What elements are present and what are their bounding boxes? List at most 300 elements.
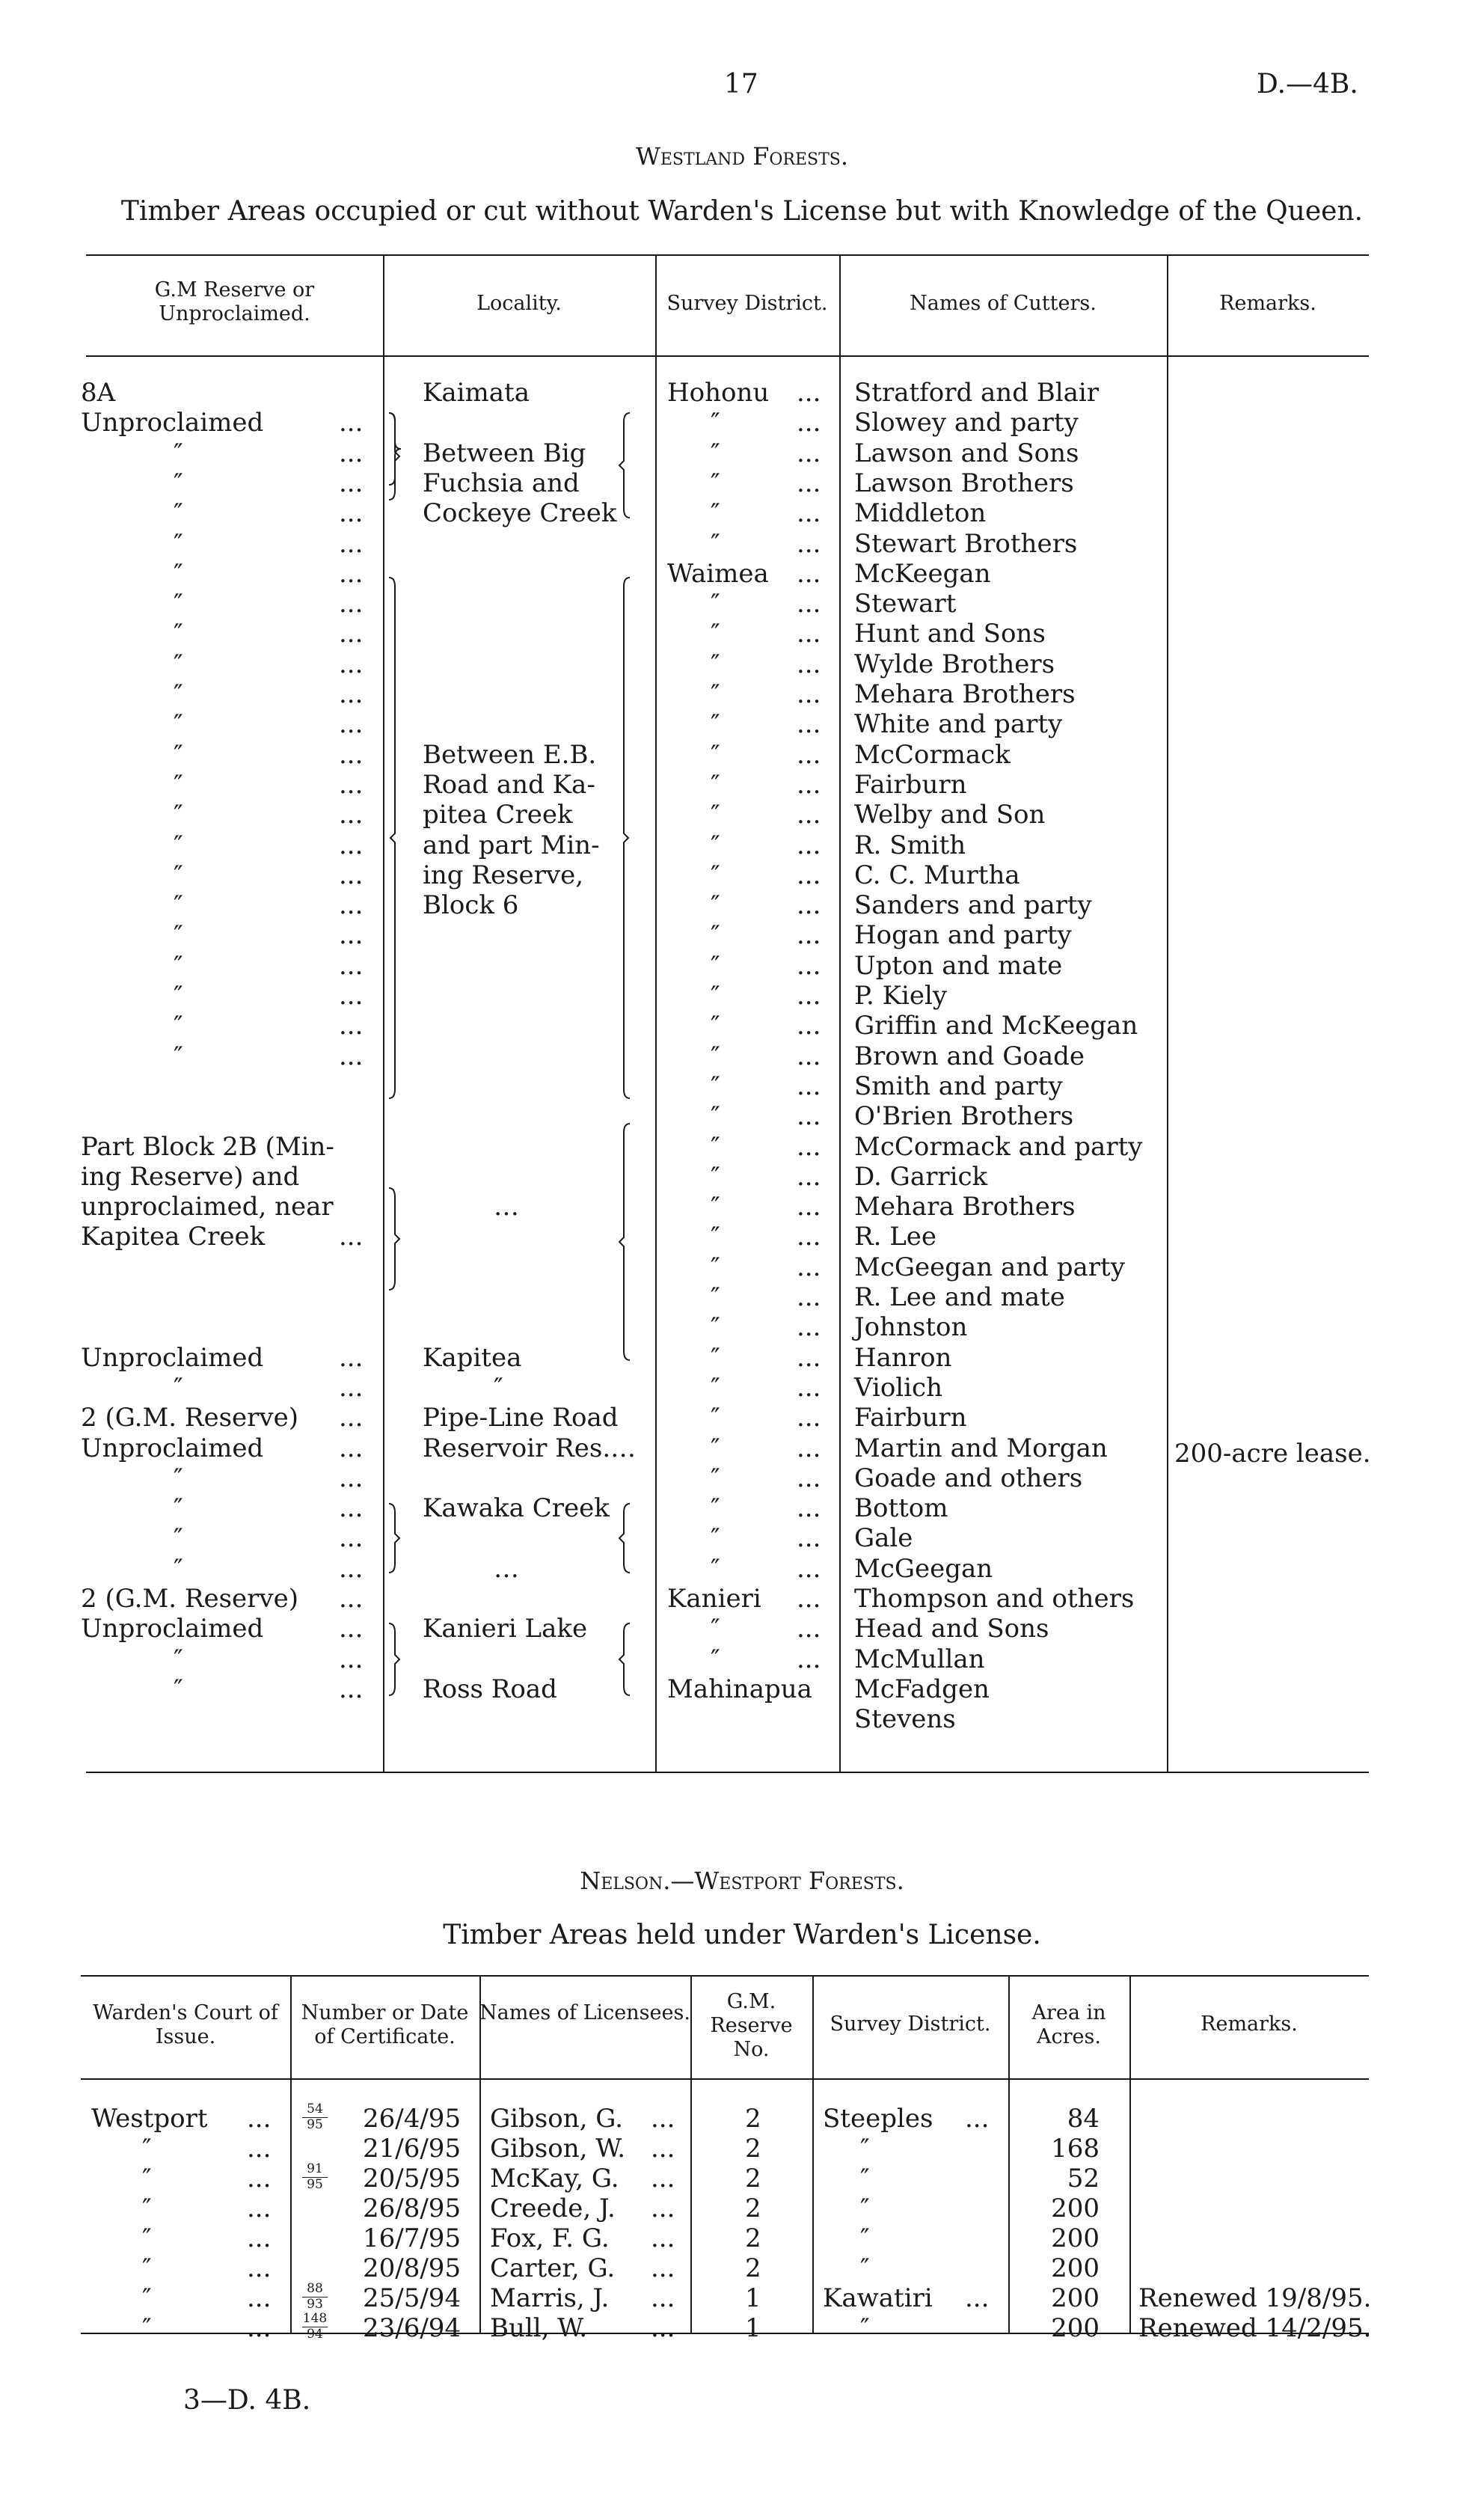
reserve-ditto: ″ [174, 800, 183, 830]
leader-dots: ... [339, 438, 364, 468]
nelson-subtitle: Timber Areas held under Warden's License. [443, 1920, 1041, 1950]
leader-dots: ... [339, 468, 364, 498]
leader-dots: ... [339, 619, 364, 649]
reserve-ditto: ″ [174, 679, 183, 709]
cert-fraction-den: 93 [302, 2297, 328, 2311]
locality-value: Pipe-Line Road [423, 1403, 619, 1433]
leader-dots: ... [339, 830, 364, 860]
leader-dots: ... [339, 408, 364, 438]
leader-dots: ... [797, 1282, 821, 1312]
nelson-header-court: Warden's Court of Issue. [93, 2001, 278, 2048]
cutter-name: P. Kiely [854, 981, 948, 1011]
reserve-ditto: ″ [174, 709, 183, 740]
leader-dots: ... [339, 739, 364, 770]
reserve-value: ing Reserve) and [81, 1161, 300, 1192]
area-acres: 84 [1067, 2104, 1100, 2134]
leader-dots: ... [797, 709, 821, 740]
court-ditto: ″ [142, 2164, 152, 2194]
cutter-name: Stevens [854, 1704, 956, 1735]
licensee-name: Creede, J. [490, 2194, 616, 2223]
leader-dots: ... [651, 2313, 675, 2343]
leader-dots: ... [339, 679, 364, 709]
cert-date: 26/4/95 [363, 2104, 462, 2134]
leader-dots: ... [797, 1372, 821, 1403]
cutter-name: Smith and party [854, 1071, 1063, 1101]
court-ditto: ″ [142, 2134, 152, 2164]
reserve-ditto: ″ [174, 1493, 183, 1524]
leader-dots: ... [797, 408, 821, 438]
cutter-name: Violich [854, 1372, 942, 1403]
district-value: Waimea [667, 558, 769, 589]
district-ditto: ″ [860, 2253, 870, 2283]
reserve-ditto: ″ [174, 981, 183, 1011]
cutter-name: Mehara Brothers [854, 679, 1076, 709]
leader-dots: ... [797, 1403, 821, 1433]
locality-value: Kanieri Lake [423, 1614, 588, 1644]
district-ditto: ″ [860, 2223, 870, 2253]
nelson-title: Nelson.—Westport Forests. [580, 1867, 904, 1895]
leader-dots: ... [651, 2164, 675, 2194]
leader-dots: ... [797, 1192, 821, 1222]
leader-dots: ... [339, 890, 364, 921]
leader-dots: ... [247, 2253, 272, 2283]
cutter-name: Griffin and McKeegan [854, 1011, 1138, 1041]
locality-value: Cockeye Creek [423, 498, 617, 529]
area-acres: 200 [1051, 2283, 1100, 2313]
reserve-number: 2 [745, 2104, 761, 2134]
westland-subtitle: Timber Areas occupied or cut without Warden's License but with Knowledge of the Queen. [120, 196, 1364, 227]
cutter-name: Bottom [854, 1493, 948, 1524]
reserve-ditto: ″ [174, 890, 183, 921]
leader-dots: ... [339, 920, 364, 951]
nelson-col-divider [479, 1975, 481, 2333]
leader-dots: ... [797, 1312, 821, 1343]
district-ditto: ″ [711, 1493, 720, 1524]
cutter-name: McFadgen [854, 1674, 990, 1704]
district-ditto: ″ [711, 890, 720, 921]
cert-fraction-den: 95 [302, 2117, 328, 2131]
leader-dots: ... [339, 1222, 364, 1252]
leader-dots: ... [651, 2134, 675, 2164]
cutter-name: R. Lee and mate [854, 1282, 1065, 1312]
district-ditto: ″ [711, 1372, 720, 1403]
leader-dots: ... [651, 2283, 675, 2313]
reserve-ditto: ″ [174, 769, 183, 800]
reserve-number: 1 [745, 2283, 761, 2313]
cutter-name: Lawson and Sons [854, 438, 1079, 468]
cert-fraction-num: 148 [302, 2311, 328, 2326]
leader-dots: ... [797, 1493, 821, 1524]
district-ditto: ″ [711, 1222, 720, 1252]
leader-dots: ... [339, 1584, 364, 1614]
leader-dots: ... [339, 981, 364, 1011]
leader-dots: ... [797, 1161, 821, 1192]
cutter-name: Hanron [854, 1342, 952, 1373]
locality-value: Between Big [423, 438, 586, 468]
district-ditto: ″ [711, 1041, 720, 1071]
district-ditto: ″ [711, 1161, 720, 1192]
leader-dots: ... [797, 589, 821, 619]
district-value: Mahinapua [667, 1674, 812, 1704]
leader-dots: ... [339, 1011, 364, 1041]
leader-dots: ... [339, 1674, 364, 1704]
district-ditto: ″ [711, 528, 720, 559]
leader-dots: ... [339, 649, 364, 679]
cert-date: 25/5/94 [363, 2283, 462, 2313]
locality-value: Ross Road [423, 1674, 557, 1704]
cutter-name: McKeegan [854, 558, 991, 589]
area-acres: 200 [1051, 2313, 1100, 2343]
district-ditto: ″ [711, 830, 720, 860]
locality-value: Road and Ka- [423, 769, 595, 800]
leader-dots: ... [339, 1041, 364, 1071]
cutter-name: R. Smith [854, 830, 966, 860]
district-ditto: ″ [860, 2164, 870, 2194]
leader-dots: ... [339, 498, 364, 529]
leader-dots: ... [797, 920, 821, 951]
cert-fraction-num: 88 [307, 2281, 323, 2296]
leader-dots: ... [797, 1222, 821, 1252]
cert-fraction-den: 95 [302, 2177, 328, 2191]
westland-remark: 200-acre lease. [1174, 1439, 1371, 1469]
reserve-ditto: ″ [174, 1644, 183, 1674]
cutter-name: Welby and Son [854, 800, 1046, 830]
district-ditto: ″ [711, 408, 720, 438]
district-ditto: ″ [711, 981, 720, 1011]
district-ditto: ″ [711, 1614, 720, 1644]
court-name: Westport [91, 2104, 208, 2134]
leader-dots: ... [339, 1342, 364, 1373]
leader-dots: ... [797, 1011, 821, 1041]
nelson-header-cert: Number or Date of Certificate. [301, 2001, 469, 2048]
leader-dots: ... [797, 679, 821, 709]
reserve-ditto: ″ [174, 468, 183, 498]
district-ditto: ″ [711, 860, 720, 890]
reserve-ditto: ″ [174, 619, 183, 649]
court-ditto: ″ [142, 2194, 152, 2223]
nelson-header-rule [81, 2078, 1369, 2080]
leader-dots: ... [247, 2104, 272, 2134]
reserve-value: 2 (G.M. Reserve) [81, 1403, 299, 1433]
cert-date: 26/8/95 [363, 2194, 462, 2223]
cutter-name: Stratford and Blair [854, 378, 1100, 408]
leader-dots: ... [797, 378, 821, 408]
district-ditto: ″ [711, 468, 720, 498]
district-ditto: ″ [711, 1433, 720, 1463]
locality-value: and part Min- [423, 830, 600, 860]
cutter-name: Mehara Brothers [854, 1192, 1076, 1222]
cert-fraction-num: 54 [307, 2101, 323, 2116]
locality-value: Fuchsia and [423, 468, 580, 498]
reserve-ditto: ″ [174, 860, 183, 890]
leader-dots: ... [339, 1433, 364, 1463]
locality-value: Kawaka Creek [423, 1493, 610, 1524]
cert-date: 20/8/95 [363, 2253, 462, 2283]
leader-dots: ... [339, 558, 364, 589]
reserve-ditto: ″ [174, 558, 183, 589]
reserve-number: 2 [745, 2223, 761, 2253]
licensee-name: Carter, G. [490, 2253, 616, 2283]
cutter-name: Slowey and party [854, 408, 1079, 438]
district-ditto: ″ [711, 438, 720, 468]
cutter-name: Head and Sons [854, 1614, 1049, 1644]
leader-dots: ... [797, 1101, 821, 1132]
leader-dots: ... [797, 1131, 821, 1162]
district-ditto: ″ [711, 498, 720, 529]
cutter-name: O'Brien Brothers [854, 1101, 1074, 1132]
cutter-name: Johnston [854, 1312, 968, 1343]
reserve-number: 2 [745, 2194, 761, 2223]
district-ditto: ″ [711, 1523, 720, 1554]
leader-dots: ... [797, 1614, 821, 1644]
district-ditto: ″ [711, 1071, 720, 1101]
court-ditto: ″ [142, 2223, 152, 2253]
leader-dots: ... [339, 1523, 364, 1554]
reserve-ditto: ″ [174, 1553, 183, 1584]
reserve-ditto: ″ [174, 498, 183, 529]
reserve-ditto: ″ [174, 1674, 183, 1704]
leader-dots: ... [339, 1463, 364, 1493]
leader-dots: ... [797, 800, 821, 830]
cutter-name: McGeegan [854, 1553, 993, 1584]
leader-dots: ... [797, 619, 821, 649]
district-ditto: ″ [711, 1101, 720, 1132]
area-acres: 52 [1067, 2164, 1100, 2194]
locality-ditto: … [494, 1192, 519, 1222]
cutter-name: Upton and mate [854, 950, 1063, 981]
reserve-ditto: ″ [174, 950, 183, 981]
district-ditto: ″ [711, 950, 720, 981]
district-ditto: ″ [711, 800, 720, 830]
renewal-remark: Renewed 14/2/95. [1138, 2313, 1372, 2343]
leader-dots: ... [797, 558, 821, 589]
nelson-header-remarks: Remarks. [1201, 2012, 1298, 2036]
district-ditto: ″ [711, 1463, 720, 1493]
reserve-ditto: ″ [174, 830, 183, 860]
reserve-ditto: ″ [174, 649, 183, 679]
renewal-remark: Renewed 19/8/95. [1138, 2283, 1372, 2313]
leader-dots: ... [797, 1071, 821, 1101]
leader-dots: ... [797, 528, 821, 559]
leader-dots: ... [339, 860, 364, 890]
district-ditto: ″ [860, 2134, 870, 2164]
district-ditto: ″ [711, 679, 720, 709]
leader-dots: ... [651, 2194, 675, 2223]
cutter-name: Fairburn [854, 769, 967, 800]
reserve-number: 2 [745, 2253, 761, 2283]
leader-dots: ... [797, 1644, 821, 1674]
leader-dots: ... [339, 528, 364, 559]
leader-dots: ... [797, 1584, 821, 1614]
leader-dots: ... [797, 438, 821, 468]
locality-value: Kaimata [423, 378, 530, 408]
cutter-name: McMullan [854, 1644, 985, 1674]
leader-dots: ... [797, 739, 821, 770]
reserve-value: Part Block 2B (Min- [81, 1131, 334, 1162]
cutter-name: Gale [854, 1523, 913, 1554]
reserve-ditto: ″ [174, 438, 183, 468]
district-ditto: ″ [711, 920, 720, 951]
cert-fraction-den: 94 [302, 2327, 328, 2341]
cert-date: 16/7/95 [363, 2223, 462, 2253]
district-ditto: ″ [860, 2194, 870, 2223]
reserve-ditto: ″ [174, 920, 183, 951]
leader-dots: ... [339, 769, 364, 800]
cutter-name: McCormack and party [854, 1131, 1143, 1162]
leader-dots: ... [339, 1614, 364, 1644]
leader-dots: ... [797, 468, 821, 498]
leader-dots: ... [339, 1372, 364, 1403]
district-ditto: ″ [711, 649, 720, 679]
leader-dots: ... [797, 1342, 821, 1373]
reserve-number: 2 [745, 2164, 761, 2194]
district-ditto: ″ [711, 1644, 720, 1674]
westland-header-locality: Locality. [476, 292, 562, 315]
leader-dots: ... [797, 1433, 821, 1463]
area-acres: 200 [1051, 2223, 1100, 2253]
leader-dots: ... [797, 1463, 821, 1493]
reserve-ditto: ″ [174, 1372, 183, 1403]
reserve-ditto: ″ [174, 1041, 183, 1071]
locality-value: Reservoir Res.… [423, 1433, 637, 1463]
cutter-name: Stewart [854, 589, 957, 619]
cutter-name: Martin and Morgan [854, 1433, 1108, 1463]
district-value: Steeples [823, 2104, 933, 2134]
leader-dots: ... [965, 2283, 990, 2313]
reserve-value: Unproclaimed [81, 1433, 264, 1463]
reserve-value: Kapitea Creek [81, 1222, 266, 1252]
cert-date: 23/6/94 [363, 2313, 462, 2343]
westland-header-remarks: Remarks. [1219, 292, 1316, 315]
area-acres: 168 [1051, 2134, 1100, 2164]
district-ditto: ″ [860, 2313, 870, 2343]
cutter-name: D. Garrick [854, 1161, 988, 1192]
reserve-ditto: ″ [174, 528, 183, 559]
locality-ditto: … [494, 1553, 519, 1584]
leader-dots: ... [339, 1644, 364, 1674]
district-ditto: ″ [711, 709, 720, 740]
leader-dots: ... [339, 589, 364, 619]
cutter-name: Thompson and others [854, 1584, 1135, 1614]
cutter-name: McGeegan and party [854, 1252, 1125, 1282]
area-acres: 200 [1051, 2194, 1100, 2223]
district-ditto: ″ [711, 589, 720, 619]
cutter-name: Wylde Brothers [854, 649, 1055, 679]
locality-ditto: ″ [494, 1372, 503, 1403]
leader-dots: ... [247, 2313, 272, 2343]
district-ditto: ″ [711, 1553, 720, 1584]
westland-header-reserve: G.M Reserve or Unproclaimed. [154, 278, 315, 325]
leader-dots: ... [651, 2223, 675, 2253]
leader-dots: ... [651, 2104, 675, 2134]
cutter-name: Hunt and Sons [854, 619, 1046, 649]
reserve-ditto: ″ [174, 1011, 183, 1041]
leader-dots: ... [797, 981, 821, 1011]
westland-header-cutters: Names of Cutters. [910, 292, 1097, 315]
nelson-header-licensees: Names of Licensees. [479, 2001, 690, 2024]
cutter-name: Hogan and party [854, 920, 1072, 951]
leader-dots: ... [797, 1553, 821, 1584]
leader-dots: ... [339, 709, 364, 740]
leader-dots: ... [797, 769, 821, 800]
leader-dots: ... [651, 2253, 675, 2283]
reserve-value: unproclaimed, near [81, 1192, 334, 1222]
leader-dots: ... [247, 2134, 272, 2164]
page-footer: 3—D. 4B. [183, 2385, 311, 2416]
leader-dots: ... [247, 2194, 272, 2223]
cutter-name: Sanders and party [854, 890, 1092, 921]
leader-dots: ... [339, 800, 364, 830]
district-ditto: ″ [711, 1403, 720, 1433]
licensee-name: McKay, G. [490, 2164, 619, 2194]
leader-dots: ... [797, 1252, 821, 1282]
leader-dots: ... [339, 1493, 364, 1524]
cutter-name: White and party [854, 709, 1063, 740]
nelson-header-district: Survey District. [830, 2012, 991, 2036]
leader-dots: ... [247, 2283, 272, 2313]
district-ditto: ″ [711, 1342, 720, 1373]
cert-date: 20/5/95 [363, 2164, 462, 2194]
cert-fraction-num: 91 [307, 2161, 323, 2176]
leader-dots: ... [797, 830, 821, 860]
area-acres: 200 [1051, 2253, 1100, 2283]
reserve-value: Unproclaimed [81, 408, 264, 438]
district-ditto: ″ [711, 619, 720, 649]
reserve-ditto: ″ [174, 1523, 183, 1554]
reserve-value: 2 (G.M. Reserve) [81, 1584, 299, 1614]
leader-dots: ... [339, 1553, 364, 1584]
cutter-name: Brown and Goade [854, 1041, 1085, 1071]
licensee-name: Gibson, W. [490, 2134, 626, 2164]
district-value: Hohonu [667, 378, 770, 408]
locality-value: ing Reserve, [423, 860, 584, 890]
district-value: Kawatiri [823, 2283, 933, 2313]
cutter-name: Fairburn [854, 1403, 967, 1433]
cutter-name: R. Lee [854, 1222, 937, 1252]
leader-dots: ... [797, 860, 821, 890]
licensee-name: Bull, W. [490, 2313, 588, 2343]
reserve-number: 2 [745, 2134, 761, 2164]
leader-dots: ... [965, 2104, 990, 2134]
leader-dots: ... [797, 890, 821, 921]
nelson-header-area: Area in Acres. [1031, 2001, 1106, 2048]
cutter-name: McCormack [854, 739, 1011, 770]
cutter-name: Middleton [854, 498, 987, 529]
leader-dots: ... [339, 950, 364, 981]
locality-value: Kapitea [423, 1342, 522, 1373]
leader-dots: ... [797, 649, 821, 679]
district-value: Kanieri [667, 1584, 761, 1614]
reserve-ditto: ″ [174, 1463, 183, 1493]
leader-dots: ... [797, 1523, 821, 1554]
district-ditto: ″ [711, 1282, 720, 1312]
nelson-header-reserve: G.M. Reserve No. [710, 1990, 793, 2061]
district-ditto: ″ [711, 1131, 720, 1162]
westland-title: Westland Forests. [635, 142, 849, 171]
reserve-ditto: ″ [174, 589, 183, 619]
court-ditto: ″ [142, 2253, 152, 2283]
locality-value: Between E.B. [423, 739, 597, 770]
page-reference: D.—4B. [1257, 69, 1358, 100]
nelson-table-top-rule [81, 1975, 1369, 1977]
reserve-value: Unproclaimed [81, 1342, 264, 1373]
leader-dots: ... [797, 1041, 821, 1071]
leader-dots: ... [339, 1403, 364, 1433]
reserve-number: 1 [745, 2313, 761, 2343]
reserve-ditto: ″ [174, 739, 183, 770]
leader-dots: ... [797, 950, 821, 981]
leader-dots: ... [247, 2223, 272, 2253]
